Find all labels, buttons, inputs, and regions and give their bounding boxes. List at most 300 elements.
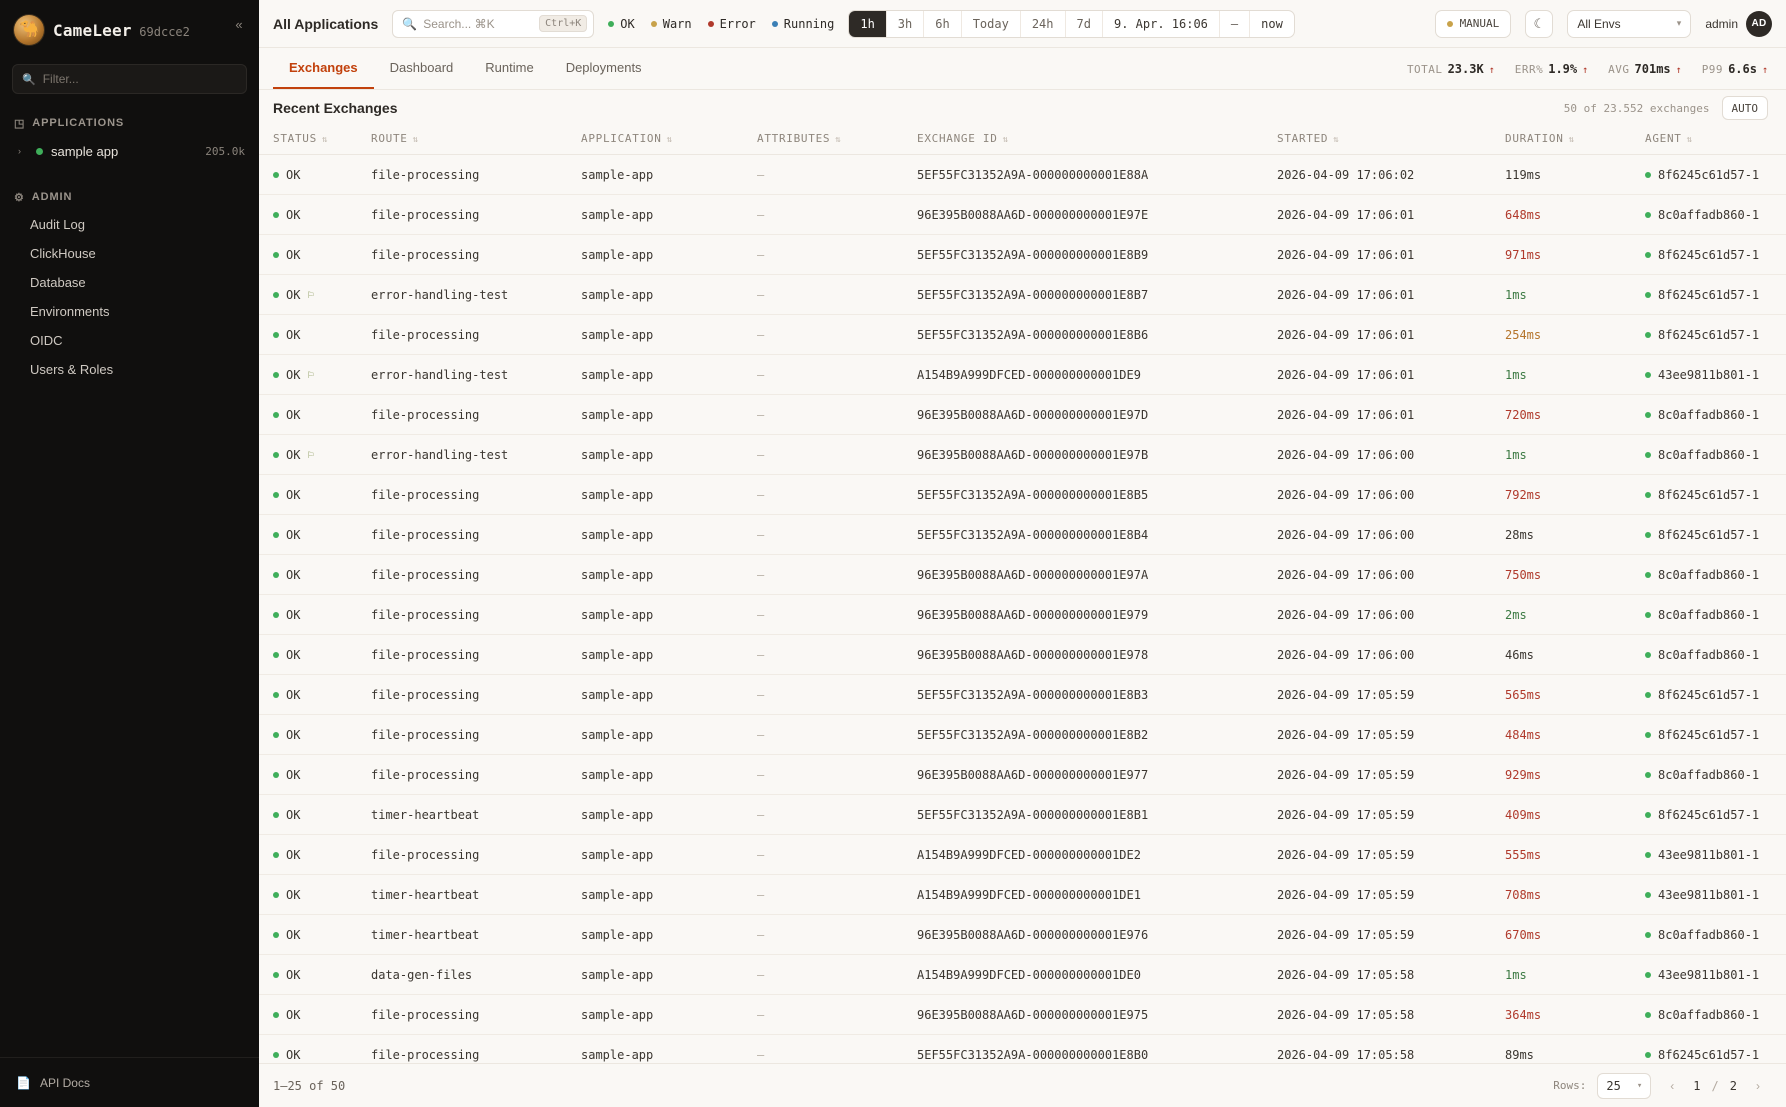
table-row[interactable] — [259, 795, 1786, 835]
cell-application: sample-app — [573, 795, 749, 835]
tab-exchanges[interactable]: Exchanges — [273, 48, 374, 89]
cell-status-label: OK — [286, 607, 301, 622]
cell-started: 2026-04-09 17:05:59 — [1269, 915, 1497, 955]
cell-exchange-id: 5EF55FC31352A9A-000000000001E8B5 — [909, 475, 1269, 515]
status-dot-icon — [273, 852, 279, 858]
cell-status-label: OK — [286, 967, 301, 982]
cell-duration: 409ms — [1497, 795, 1637, 835]
cell-status-label: OK — [286, 247, 301, 262]
cell-agent — [1637, 635, 1786, 675]
page-title: All Applications — [273, 15, 379, 32]
column-header-exchange-id-label: EXCHANGE ID — [917, 132, 998, 145]
cell-attributes: — — [749, 555, 909, 595]
sidebar-item-sample-app[interactable] — [0, 136, 259, 166]
table-row[interactable] — [259, 355, 1786, 395]
cell-exchange-id: 5EF55FC31352A9A-000000000001E8B1 — [909, 795, 1269, 835]
cell-started: 2026-04-09 17:06:00 — [1269, 515, 1497, 555]
time-range-dash: — — [1220, 11, 1250, 37]
cell-agent — [1637, 835, 1786, 875]
status-dot-icon — [1645, 812, 1651, 818]
stat-p99-value: 6.6s — [1728, 61, 1757, 76]
cell-duration: 648ms — [1497, 195, 1637, 235]
time-range-selector — [848, 10, 1294, 38]
search-icon: 🔍 — [22, 73, 36, 86]
exchanges-table — [259, 126, 1786, 1063]
table-row[interactable] — [259, 715, 1786, 755]
sidebar-item-clickhouse[interactable]: ClickHouse — [30, 246, 96, 261]
cell-status-label: OK — [286, 327, 301, 342]
cell-application: sample-app — [573, 755, 749, 795]
sidebar-item-sample-app-count: 205.0k — [205, 144, 245, 158]
cell-application: sample-app — [573, 435, 749, 475]
stat-total-label: TOTAL — [1406, 62, 1443, 76]
status-dot-icon — [273, 412, 279, 418]
sort-icon: ⇅ — [1333, 135, 1340, 145]
cell-agent — [1637, 715, 1786, 755]
cell-attributes: — — [749, 715, 909, 755]
cell-started: 2026-04-09 17:06:02 — [1269, 155, 1497, 195]
sidebar-collapse-icon[interactable]: « — [235, 16, 243, 32]
cell-attributes: — — [749, 595, 909, 635]
time-range-today[interactable]: Today — [962, 11, 1021, 37]
cell-status — [259, 715, 363, 755]
column-header-duration-label: DURATION — [1505, 132, 1564, 145]
cell-agent — [1637, 155, 1786, 195]
cell-application: sample-app — [573, 715, 749, 755]
cell-attributes: — — [749, 315, 909, 355]
cell-attributes: — — [749, 995, 909, 1035]
cell-started: 2026-04-09 17:05:59 — [1269, 715, 1497, 755]
cell-application: sample-app — [573, 155, 749, 195]
cell-agent-label: 8c0affadb860-1 — [1658, 927, 1760, 942]
cell-status — [259, 555, 363, 595]
cell-agent — [1637, 555, 1786, 595]
cell-route: timer-heartbeat — [363, 875, 573, 915]
cell-agent — [1637, 915, 1786, 955]
status-dot-icon — [273, 732, 279, 738]
cell-route: file-processing — [363, 555, 573, 595]
sidebar-filter-input[interactable] — [12, 64, 247, 94]
cell-attributes: — — [749, 755, 909, 795]
cell-duration: 720ms — [1497, 395, 1637, 435]
cell-agent-label: 8f6245c61d57-1 — [1658, 487, 1760, 502]
cell-application: sample-app — [573, 595, 749, 635]
user-name: admin — [1705, 16, 1738, 31]
cell-attributes: — — [749, 635, 909, 675]
cell-route: file-processing — [363, 835, 573, 875]
cell-exchange-id: 96E395B0088AA6D-000000000001E97D — [909, 395, 1269, 435]
cell-status — [259, 195, 363, 235]
cell-status-label: OK — [286, 687, 301, 702]
cell-agent-label: 8f6245c61d57-1 — [1658, 527, 1760, 542]
status-dot-icon — [1645, 332, 1651, 338]
cell-attributes: — — [749, 915, 909, 955]
cell-duration: 1ms — [1497, 275, 1637, 315]
cell-agent-label: 8c0affadb860-1 — [1658, 767, 1760, 782]
cell-agent — [1637, 475, 1786, 515]
cell-attributes: — — [749, 475, 909, 515]
sidebar-item-oidc[interactable]: OIDC — [30, 333, 63, 348]
status-filter-running[interactable] — [772, 17, 835, 31]
cell-route: file-processing — [363, 515, 573, 555]
prev-page-button[interactable]: ‹ — [1670, 1078, 1675, 1093]
sidebar-section-applications-label: APPLICATIONS — [32, 117, 125, 129]
status-dot-icon — [1645, 212, 1651, 218]
warning-icon: ⚐ — [307, 368, 315, 381]
cell-route: timer-heartbeat — [363, 795, 573, 835]
cell-started: 2026-04-09 17:06:01 — [1269, 235, 1497, 275]
status-dot-icon — [1645, 892, 1651, 898]
cell-duration: 1ms — [1497, 355, 1637, 395]
cell-exchange-id: 5EF55FC31352A9A-000000000001E8B4 — [909, 515, 1269, 555]
cell-status-label: OK — [286, 887, 301, 902]
column-header-exchange-id[interactable] — [909, 126, 1269, 155]
sidebar-item-environments[interactable]: Environments — [30, 304, 110, 319]
cell-status — [259, 835, 363, 875]
cell-application: sample-app — [573, 1035, 749, 1064]
cell-route: error-handling-test — [363, 275, 573, 315]
cell-agent — [1637, 875, 1786, 915]
cell-application: sample-app — [573, 995, 749, 1035]
sort-icon: ⇅ — [666, 135, 673, 145]
cell-status-label: OK — [286, 167, 301, 182]
rows-per-page-label: Rows: — [1553, 1079, 1587, 1092]
table-row[interactable] — [259, 595, 1786, 635]
cell-route: file-processing — [363, 235, 573, 275]
cell-status — [259, 155, 363, 195]
cell-status — [259, 315, 363, 355]
table-row[interactable] — [259, 155, 1786, 195]
cell-status — [259, 395, 363, 435]
cell-status-label: OK — [286, 447, 301, 462]
cell-application: sample-app — [573, 875, 749, 915]
table-row[interactable] — [259, 1035, 1786, 1064]
table-row[interactable] — [259, 435, 1786, 475]
tab-deployments[interactable]: Deployments — [565, 60, 642, 75]
cell-route: file-processing — [363, 995, 573, 1035]
cell-started: 2026-04-09 17:06:01 — [1269, 355, 1497, 395]
table-row[interactable] — [259, 915, 1786, 955]
time-range-1h[interactable]: 1h — [849, 11, 886, 37]
column-header-started[interactable] — [1269, 126, 1497, 155]
cell-exchange-id: 96E395B0088AA6D-000000000001E975 — [909, 995, 1269, 1035]
cell-agent-label: 8c0affadb860-1 — [1658, 407, 1760, 422]
status-filter-warn[interactable] — [651, 17, 692, 31]
stat-avg-value: 701ms — [1634, 61, 1671, 76]
cell-status — [259, 595, 363, 635]
cell-agent — [1637, 235, 1786, 275]
cell-agent-label: 43ee9811b801-1 — [1658, 367, 1760, 382]
cell-agent — [1637, 275, 1786, 315]
refresh-mode-button[interactable] — [1435, 10, 1512, 38]
cell-agent — [1637, 675, 1786, 715]
status-dot-icon — [1645, 252, 1651, 258]
trend-up-icon: ↑ — [1582, 64, 1589, 76]
cell-agent — [1637, 395, 1786, 435]
sidebar-section-applications — [0, 110, 259, 136]
status-dot-icon — [1645, 852, 1651, 858]
cell-status — [259, 515, 363, 555]
cell-status-label: OK — [286, 847, 301, 862]
cell-status — [259, 435, 363, 475]
cell-status-label: OK — [286, 647, 301, 662]
sidebar-footer-api-docs[interactable] — [0, 1057, 259, 1107]
cell-route: file-processing — [363, 715, 573, 755]
cell-agent — [1637, 795, 1786, 835]
cell-attributes: — — [749, 955, 909, 995]
table-row[interactable] — [259, 235, 1786, 275]
cell-route: file-processing — [363, 755, 573, 795]
status-dot-icon — [1645, 172, 1651, 178]
table-row[interactable] — [259, 515, 1786, 555]
status-dot-icon — [1645, 652, 1651, 658]
table-row[interactable] — [259, 955, 1786, 995]
cell-attributes: — — [749, 235, 909, 275]
table-row[interactable] — [259, 195, 1786, 235]
cell-duration: 929ms — [1497, 755, 1637, 795]
exchanges-table-container[interactable] — [259, 126, 1786, 1063]
cell-agent — [1637, 755, 1786, 795]
cell-attributes: — — [749, 675, 909, 715]
cell-exchange-id: 96E395B0088AA6D-000000000001E97B — [909, 435, 1269, 475]
cell-started: 2026-04-09 17:05:58 — [1269, 995, 1497, 1035]
cell-status-label: OK — [286, 1007, 301, 1022]
recent-exchanges-controls — [1564, 96, 1768, 120]
cell-agent — [1637, 955, 1786, 995]
environment-select[interactable] — [1567, 10, 1691, 38]
chevron-right-icon[interactable]: › — [18, 146, 21, 156]
status-dot-icon — [708, 21, 714, 27]
table-row[interactable] — [259, 675, 1786, 715]
table-row[interactable] — [259, 395, 1786, 435]
cell-application: sample-app — [573, 235, 749, 275]
auto-refresh-button[interactable]: AUTO — [1722, 96, 1769, 120]
column-header-route-label: ROUTE — [371, 132, 408, 145]
cube-icon: ◳ — [14, 117, 26, 130]
table-footer — [259, 1063, 1786, 1107]
sidebar-header — [0, 0, 259, 60]
stat-p99 — [1702, 62, 1768, 76]
cell-agent — [1637, 435, 1786, 475]
cell-status — [259, 1035, 363, 1064]
cell-exchange-id: 5EF55FC31352A9A-000000000001E8B3 — [909, 675, 1269, 715]
column-header-status-label: STATUS — [273, 132, 317, 145]
time-range-7d[interactable]: 7d — [1066, 11, 1103, 37]
status-dot-icon — [772, 21, 778, 27]
status-filter-ok-label: OK — [620, 16, 635, 31]
time-range-6h[interactable]: 6h — [924, 11, 961, 37]
cell-exchange-id: A154B9A999DFCED-000000000001DE9 — [909, 355, 1269, 395]
trend-up-icon: ↑ — [1761, 64, 1768, 76]
cell-agent — [1637, 195, 1786, 235]
cell-agent-label: 8c0affadb860-1 — [1658, 647, 1760, 662]
moon-icon[interactable]: ☾ — [1525, 10, 1553, 38]
cell-status-label: OK — [286, 727, 301, 742]
rows-per-page-select[interactable] — [1597, 1073, 1651, 1099]
stat-error-rate-value: 1.9% — [1548, 61, 1578, 76]
stat-p99-label: P99 — [1701, 62, 1724, 76]
search-icon: 🔍 — [402, 16, 418, 31]
cell-route: file-processing — [363, 595, 573, 635]
cell-agent — [1637, 1035, 1786, 1064]
column-header-duration[interactable] — [1497, 126, 1637, 155]
cell-route: file-processing — [363, 635, 573, 675]
status-dot-icon — [1645, 972, 1651, 978]
status-dot-icon — [1645, 1052, 1651, 1058]
table-row[interactable] — [259, 835, 1786, 875]
cell-application: sample-app — [573, 475, 749, 515]
cell-duration: 1ms — [1497, 955, 1637, 995]
status-dot-icon — [273, 172, 279, 178]
cell-attributes: — — [749, 875, 909, 915]
sidebar-item-sample-app-label: sample app — [51, 143, 119, 159]
tab-dashboard[interactable]: Dashboard — [389, 60, 454, 75]
cell-status-label: OK — [286, 287, 301, 302]
cell-status-label: OK — [286, 207, 301, 222]
status-dot-icon — [273, 252, 279, 258]
column-header-route[interactable] — [363, 126, 573, 155]
cell-duration: 89ms — [1497, 1035, 1637, 1064]
sidebar-section-admin — [0, 184, 259, 210]
status-dot-icon — [273, 652, 279, 658]
cell-application: sample-app — [573, 395, 749, 435]
cell-attributes: — — [749, 155, 909, 195]
cell-application: sample-app — [573, 635, 749, 675]
cell-agent-label: 8f6245c61d57-1 — [1658, 687, 1760, 702]
user-menu[interactable] — [1705, 11, 1772, 37]
cell-route: error-handling-test — [363, 435, 573, 475]
cell-started: 2026-04-09 17:06:00 — [1269, 635, 1497, 675]
cell-started: 2026-04-09 17:06:00 — [1269, 595, 1497, 635]
cell-status-label: OK — [286, 807, 301, 822]
cell-agent-label: 8c0affadb860-1 — [1658, 447, 1760, 462]
trend-up-icon: ↑ — [1675, 64, 1682, 76]
cell-agent-label: 43ee9811b801-1 — [1658, 967, 1760, 982]
cell-started: 2026-04-09 17:06:00 — [1269, 555, 1497, 595]
cell-exchange-id: A154B9A999DFCED-000000000001DE1 — [909, 875, 1269, 915]
search-shortcut-hint: Ctrl+K — [539, 15, 587, 32]
table-row[interactable] — [259, 315, 1786, 355]
sort-icon: ⇅ — [1002, 135, 1009, 145]
cell-application: sample-app — [573, 955, 749, 995]
cell-exchange-id: 96E395B0088AA6D-000000000001E97A — [909, 555, 1269, 595]
cell-route: file-processing — [363, 195, 573, 235]
status-dot-icon — [273, 492, 279, 498]
cell-duration: 750ms — [1497, 555, 1637, 595]
cell-status — [259, 475, 363, 515]
column-header-attributes[interactable] — [749, 126, 909, 155]
cell-agent — [1637, 355, 1786, 395]
table-row[interactable] — [259, 995, 1786, 1035]
status-dot-icon — [273, 1052, 279, 1058]
cell-route: file-processing — [363, 395, 573, 435]
status-dot-icon — [273, 292, 279, 298]
cell-started: 2026-04-09 17:06:01 — [1269, 395, 1497, 435]
status-dot-icon — [36, 148, 43, 155]
cell-route: file-processing — [363, 1035, 573, 1064]
recent-exchanges-header — [259, 90, 1786, 126]
table-row[interactable] — [259, 635, 1786, 675]
status-dot-icon — [1645, 932, 1651, 938]
table-row[interactable] — [259, 875, 1786, 915]
cell-agent-label: 8f6245c61d57-1 — [1658, 287, 1760, 302]
time-range-24h[interactable]: 24h — [1021, 11, 1066, 37]
tab-runtime[interactable]: Runtime — [485, 60, 534, 75]
topbar — [259, 0, 1786, 48]
chevron-down-icon: ▾ — [1676, 18, 1682, 28]
cell-exchange-id: 5EF55FC31352A9A-000000000001E8B9 — [909, 235, 1269, 275]
status-dot-icon — [1447, 21, 1453, 27]
refresh-mode-label: MANUAL — [1459, 17, 1500, 30]
status-dot-icon — [273, 612, 279, 618]
cell-status — [259, 995, 363, 1035]
table-row[interactable] — [259, 475, 1786, 515]
recent-exchanges-title: Recent Exchanges — [273, 100, 398, 116]
status-filter-ok[interactable] — [608, 17, 634, 31]
cell-application: sample-app — [573, 915, 749, 955]
time-range-to[interactable]: now — [1261, 16, 1283, 31]
cell-exchange-id: 96E395B0088AA6D-000000000001E97E — [909, 195, 1269, 235]
column-header-status[interactable] — [259, 126, 363, 155]
sidebar-footer-label: API Docs — [39, 1075, 90, 1090]
app-logo-icon: 🐪 — [14, 15, 44, 45]
summary-stats — [1407, 48, 1786, 89]
table-row[interactable] — [259, 755, 1786, 795]
status-dot-icon — [1645, 1012, 1651, 1018]
cell-exchange-id: 96E395B0088AA6D-000000000001E976 — [909, 915, 1269, 955]
status-dot-icon — [1645, 492, 1651, 498]
search-input[interactable] — [392, 10, 594, 38]
status-filter-error[interactable] — [708, 17, 756, 31]
cell-agent-label: 8c0affadb860-1 — [1658, 567, 1760, 582]
table-row[interactable] — [259, 555, 1786, 595]
page-separator: / — [1711, 1078, 1719, 1093]
cell-started: 2026-04-09 17:05:58 — [1269, 955, 1497, 995]
cell-application: sample-app — [573, 355, 749, 395]
stat-error-rate — [1515, 62, 1588, 76]
sort-icon: ⇅ — [1568, 135, 1575, 145]
time-range-from[interactable]: 9. Apr. 16:06 — [1103, 11, 1220, 37]
sidebar — [0, 0, 259, 1107]
status-dot-icon — [273, 932, 279, 938]
cell-agent-label: 8f6245c61d57-1 — [1658, 807, 1760, 822]
sidebar-item-audit-log[interactable]: Audit Log — [30, 217, 85, 232]
book-icon: 📄 — [16, 1075, 31, 1090]
sidebar-item-database[interactable]: Database — [30, 275, 86, 290]
cell-route: file-processing — [363, 475, 573, 515]
sort-icon: ⇅ — [835, 135, 842, 145]
status-dot-icon — [273, 1012, 279, 1018]
cell-agent-label: 8f6245c61d57-1 — [1658, 247, 1760, 262]
sidebar-item-users-roles[interactable]: Users & Roles — [30, 362, 114, 377]
cell-exchange-id: 5EF55FC31352A9A-000000000001E8B2 — [909, 715, 1269, 755]
status-dot-icon — [1645, 612, 1651, 618]
cell-exchange-id: 96E395B0088AA6D-000000000001E978 — [909, 635, 1269, 675]
status-dot-icon — [273, 452, 279, 458]
cell-duration: 254ms — [1497, 315, 1637, 355]
cell-duration: 565ms — [1497, 675, 1637, 715]
column-header-agent[interactable] — [1637, 126, 1786, 155]
cell-duration: 555ms — [1497, 835, 1637, 875]
column-header-application[interactable] — [573, 126, 749, 155]
cell-started: 2026-04-09 17:06:01 — [1269, 315, 1497, 355]
next-page-button[interactable]: › — [1756, 1078, 1760, 1093]
time-range-3h[interactable]: 3h — [887, 11, 924, 37]
cell-attributes: — — [749, 795, 909, 835]
table-row[interactable] — [259, 275, 1786, 315]
stat-error-rate-label: ERR% — [1514, 62, 1544, 76]
cell-duration: 119ms — [1497, 155, 1637, 195]
